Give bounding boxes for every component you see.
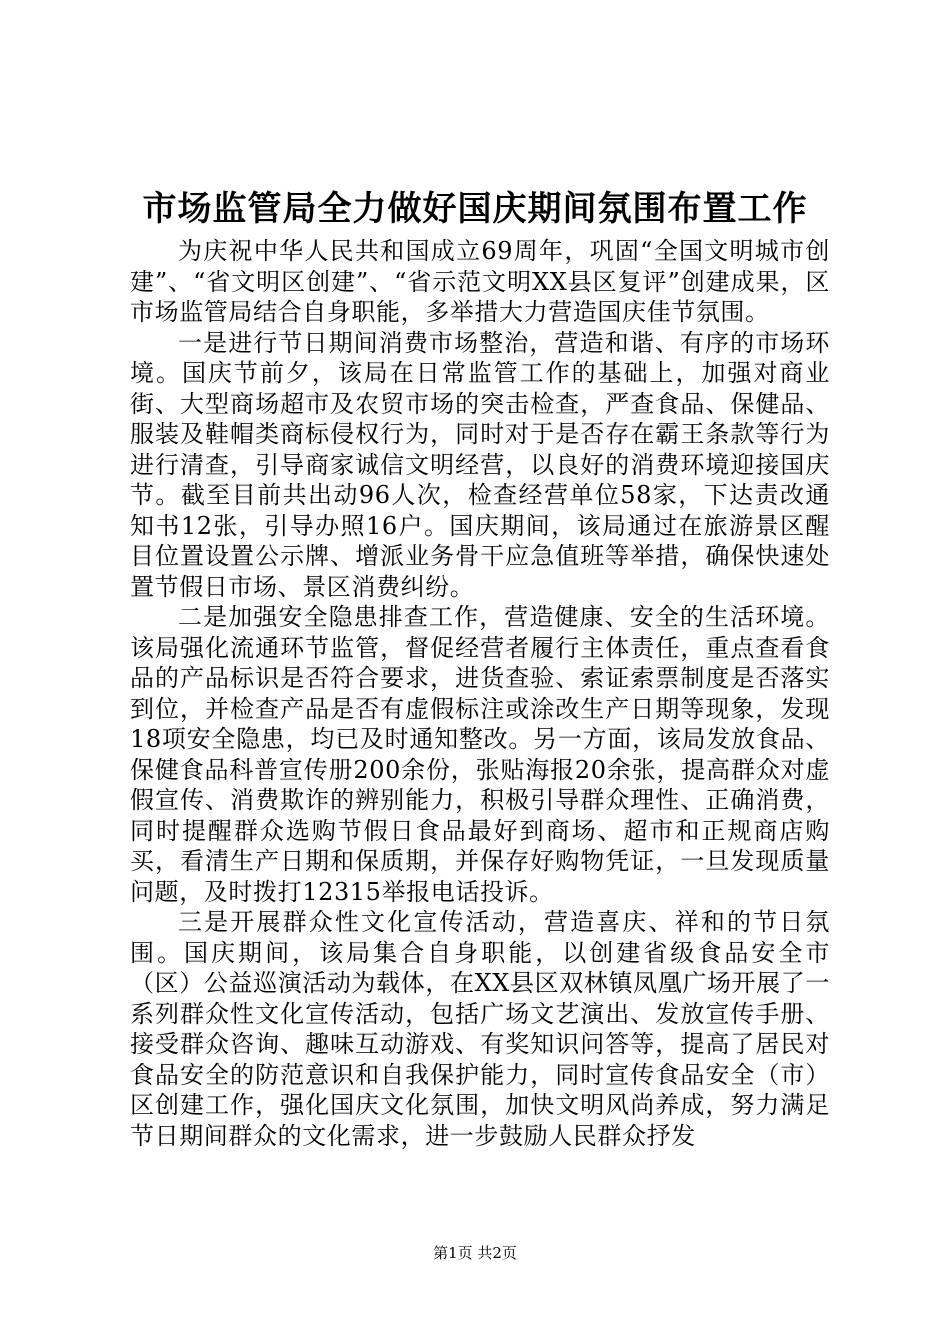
- paragraph-market-rectification: 一是进行节日期间消费市场整治，营造和谐、有序的市场环境。国庆节前夕，该局在日常监管工作的基础上，加强对商业街、大型商场超市及农贸市场的突击检查，严查食品、保健品、服装及鞋帽类商标侵权行为，同时对于是否存在霸王条款等行为进行清查，引导商家诚信文明经营，以良好的消费环境迎接国庆节。截至目前共出动96人次，检查经营单位58家，下达责改通知书12张，引导办照16户。国庆期间，该局通过在旅游景区醒目位置设置公示牌、增派业务骨干应急值班等举措，确保快速处置节假日市场、景区消费纠纷。: [130, 328, 830, 601]
- paragraph-safety-inspection: 二是加强安全隐患排查工作，营造健康、安全的生活环境。该局强化流通环节监管，督促经营者履行主体责任，重点查看食品的产品标识是否符合要求，进货查验、索证索票制度是否落实到位，并检查产品是否有虚假标注或涂改生产日期等现象，发现18项安全隐患，均已及时通知整改。另一方面，该局发放食品、保健食品科普宣传册200余份，张贴海报20余张，提高群众对虚假宣传、消费欺诈的辨别能力，积极引导群众理性、正确消费，同时提醒群众选购节假日食品最好到商场、超市和正规商店购买，看清生产日期和保质期，并保存好购物凭证，一旦发现质量问题，及时拨打12315举报电话投诉。: [130, 603, 830, 906]
- document-title: 市场监管局全力做好国庆期间氛围布置工作: [142, 189, 808, 229]
- page-number-footer: 第1页 共2页: [433, 1244, 517, 1262]
- paragraph-intro: 为庆祝中华人民共和国成立69周年，巩固“全国文明城市创建”、“省文明区创建”、“省示范文明XX县区复评”创建成果，区市场监管局结合自身职能，多举措大力营造国庆佳节氛围。: [130, 237, 830, 326]
- paragraph-cultural-activities: 三是开展群众性文化宣传活动，营造喜庆、祥和的节日氛围。国庆期间，该局集合自身职能，以创建省级食品安全市（区）公益巡演活动为载体，在XX县区双林镇凤凰广场开展了一系列群众性文化宣传活动，包括广场文艺演出、发放宣传手册、接受群众咨询、趣味互动游戏、有奖知识问答等，提高了居民对食品安全的防范意识和自我保护能力，同时宣传食品安全（市）区创建工作，强化国庆文化氛围，加快文明风尚养成，努力满足节日期间群众的文化需求，进一步鼓励人民群众抒发: [130, 908, 830, 1150]
- document-body: [130, 236, 830, 1151]
